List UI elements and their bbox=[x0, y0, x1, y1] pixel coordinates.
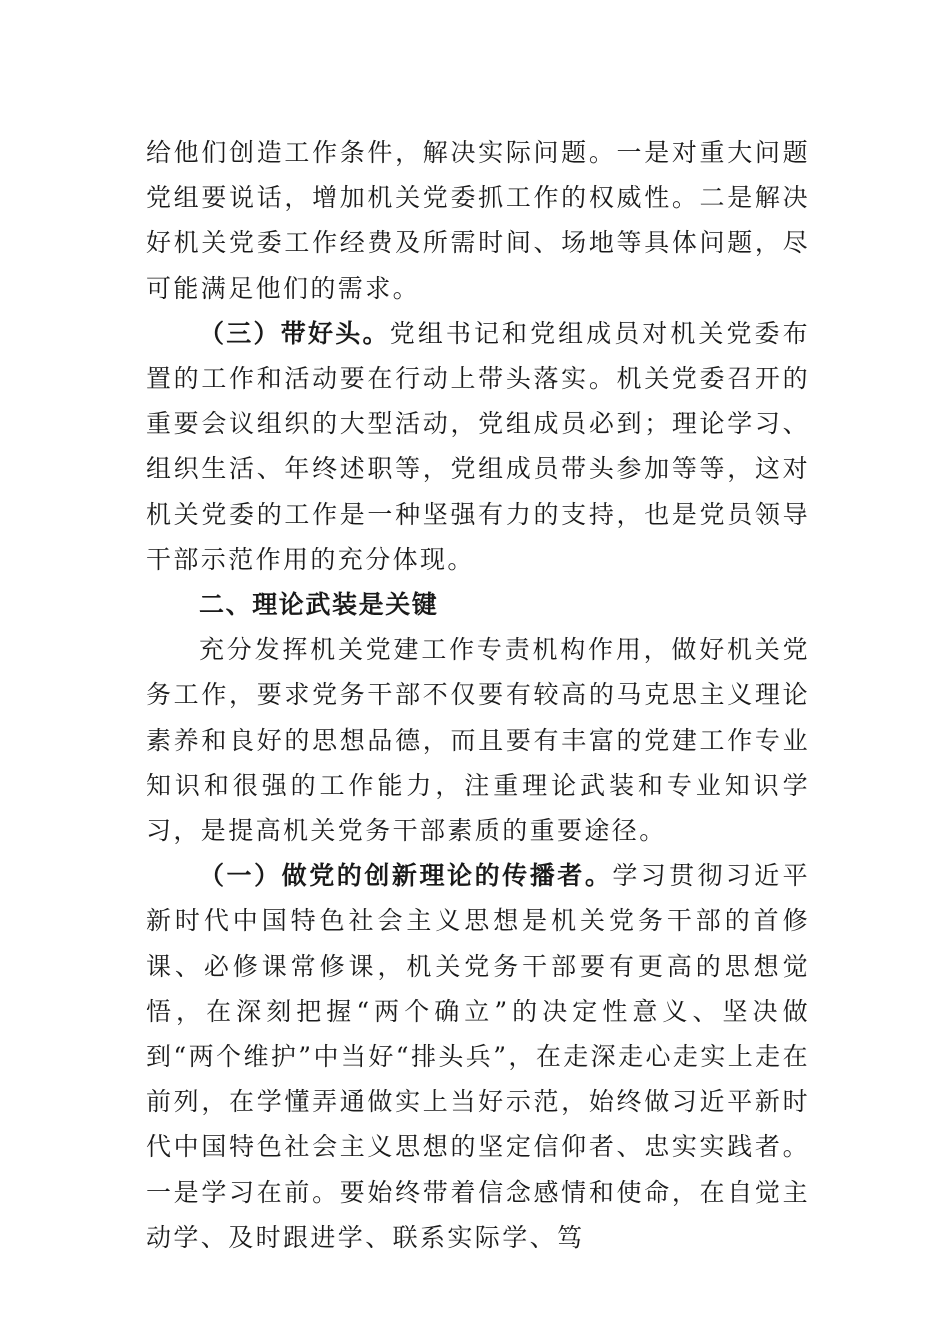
paragraph-3-text: 充分发挥机关党建工作专责机构作用，做好机关党务工作，要求党务干部不仅要有较高的马克思主义理论素养和良好的思想品德，而且要有丰富的党建工作专业知识和很强的工作能力，注重理论武装和专业知识学习，是提高机关党务干部素质的重要途径。 bbox=[146, 635, 810, 846]
paragraph-2 bbox=[146, 311, 810, 582]
paragraph-4 bbox=[146, 853, 810, 1260]
document-page bbox=[146, 130, 810, 1260]
paragraph-2-text: 党组书记和党组成员对机关党委布置的工作和活动要在行动上带头落实。机关党委召开的重要会议组织的大型活动，党组成员必到；理论学习、组织生活、年终述职等，党组成员带头参加等等，这对机关党委的工作是一种坚强有力的支持，也是党员领导干部示范作用的充分体现。 bbox=[146, 318, 810, 574]
section-heading: 二、理论武装是关键 bbox=[199, 590, 439, 620]
paragraph-3 bbox=[146, 627, 810, 853]
paragraph-2-lead: （三）带好头。 bbox=[199, 318, 390, 348]
paragraph-4-lead: （一）做党的创新理论的传播者。 bbox=[199, 861, 613, 891]
paragraph-4-text: 学习贯彻习近平新时代中国特色社会主义思想是机关党务干部的首修课、必修课常修课，机关党务干部要有更高的思想觉悟，在深刻把握“两个确立”的决定性意义、坚决做到“两个维护”中当好“排头兵”，在走深走心走实上走在前列，在学懂弄通做实上当好示范，始终做习近平新时代中国特色社会主义思想的坚定信仰者、忠实实践者。一是学习在前。要始终带着信念感情和使命，在自觉主动学、及时跟进学、联系实际学、笃 bbox=[146, 861, 810, 1252]
paragraph-1-text: 给他们创造工作条件，解决实际问题。一是对重大问题党组要说话，增加机关党委抓工作的权威性。二是解决好机关党委工作经费及所需时间、场地等具体问题，尽可能满足他们的需求。 bbox=[146, 138, 810, 303]
paragraph-1 bbox=[146, 130, 810, 311]
